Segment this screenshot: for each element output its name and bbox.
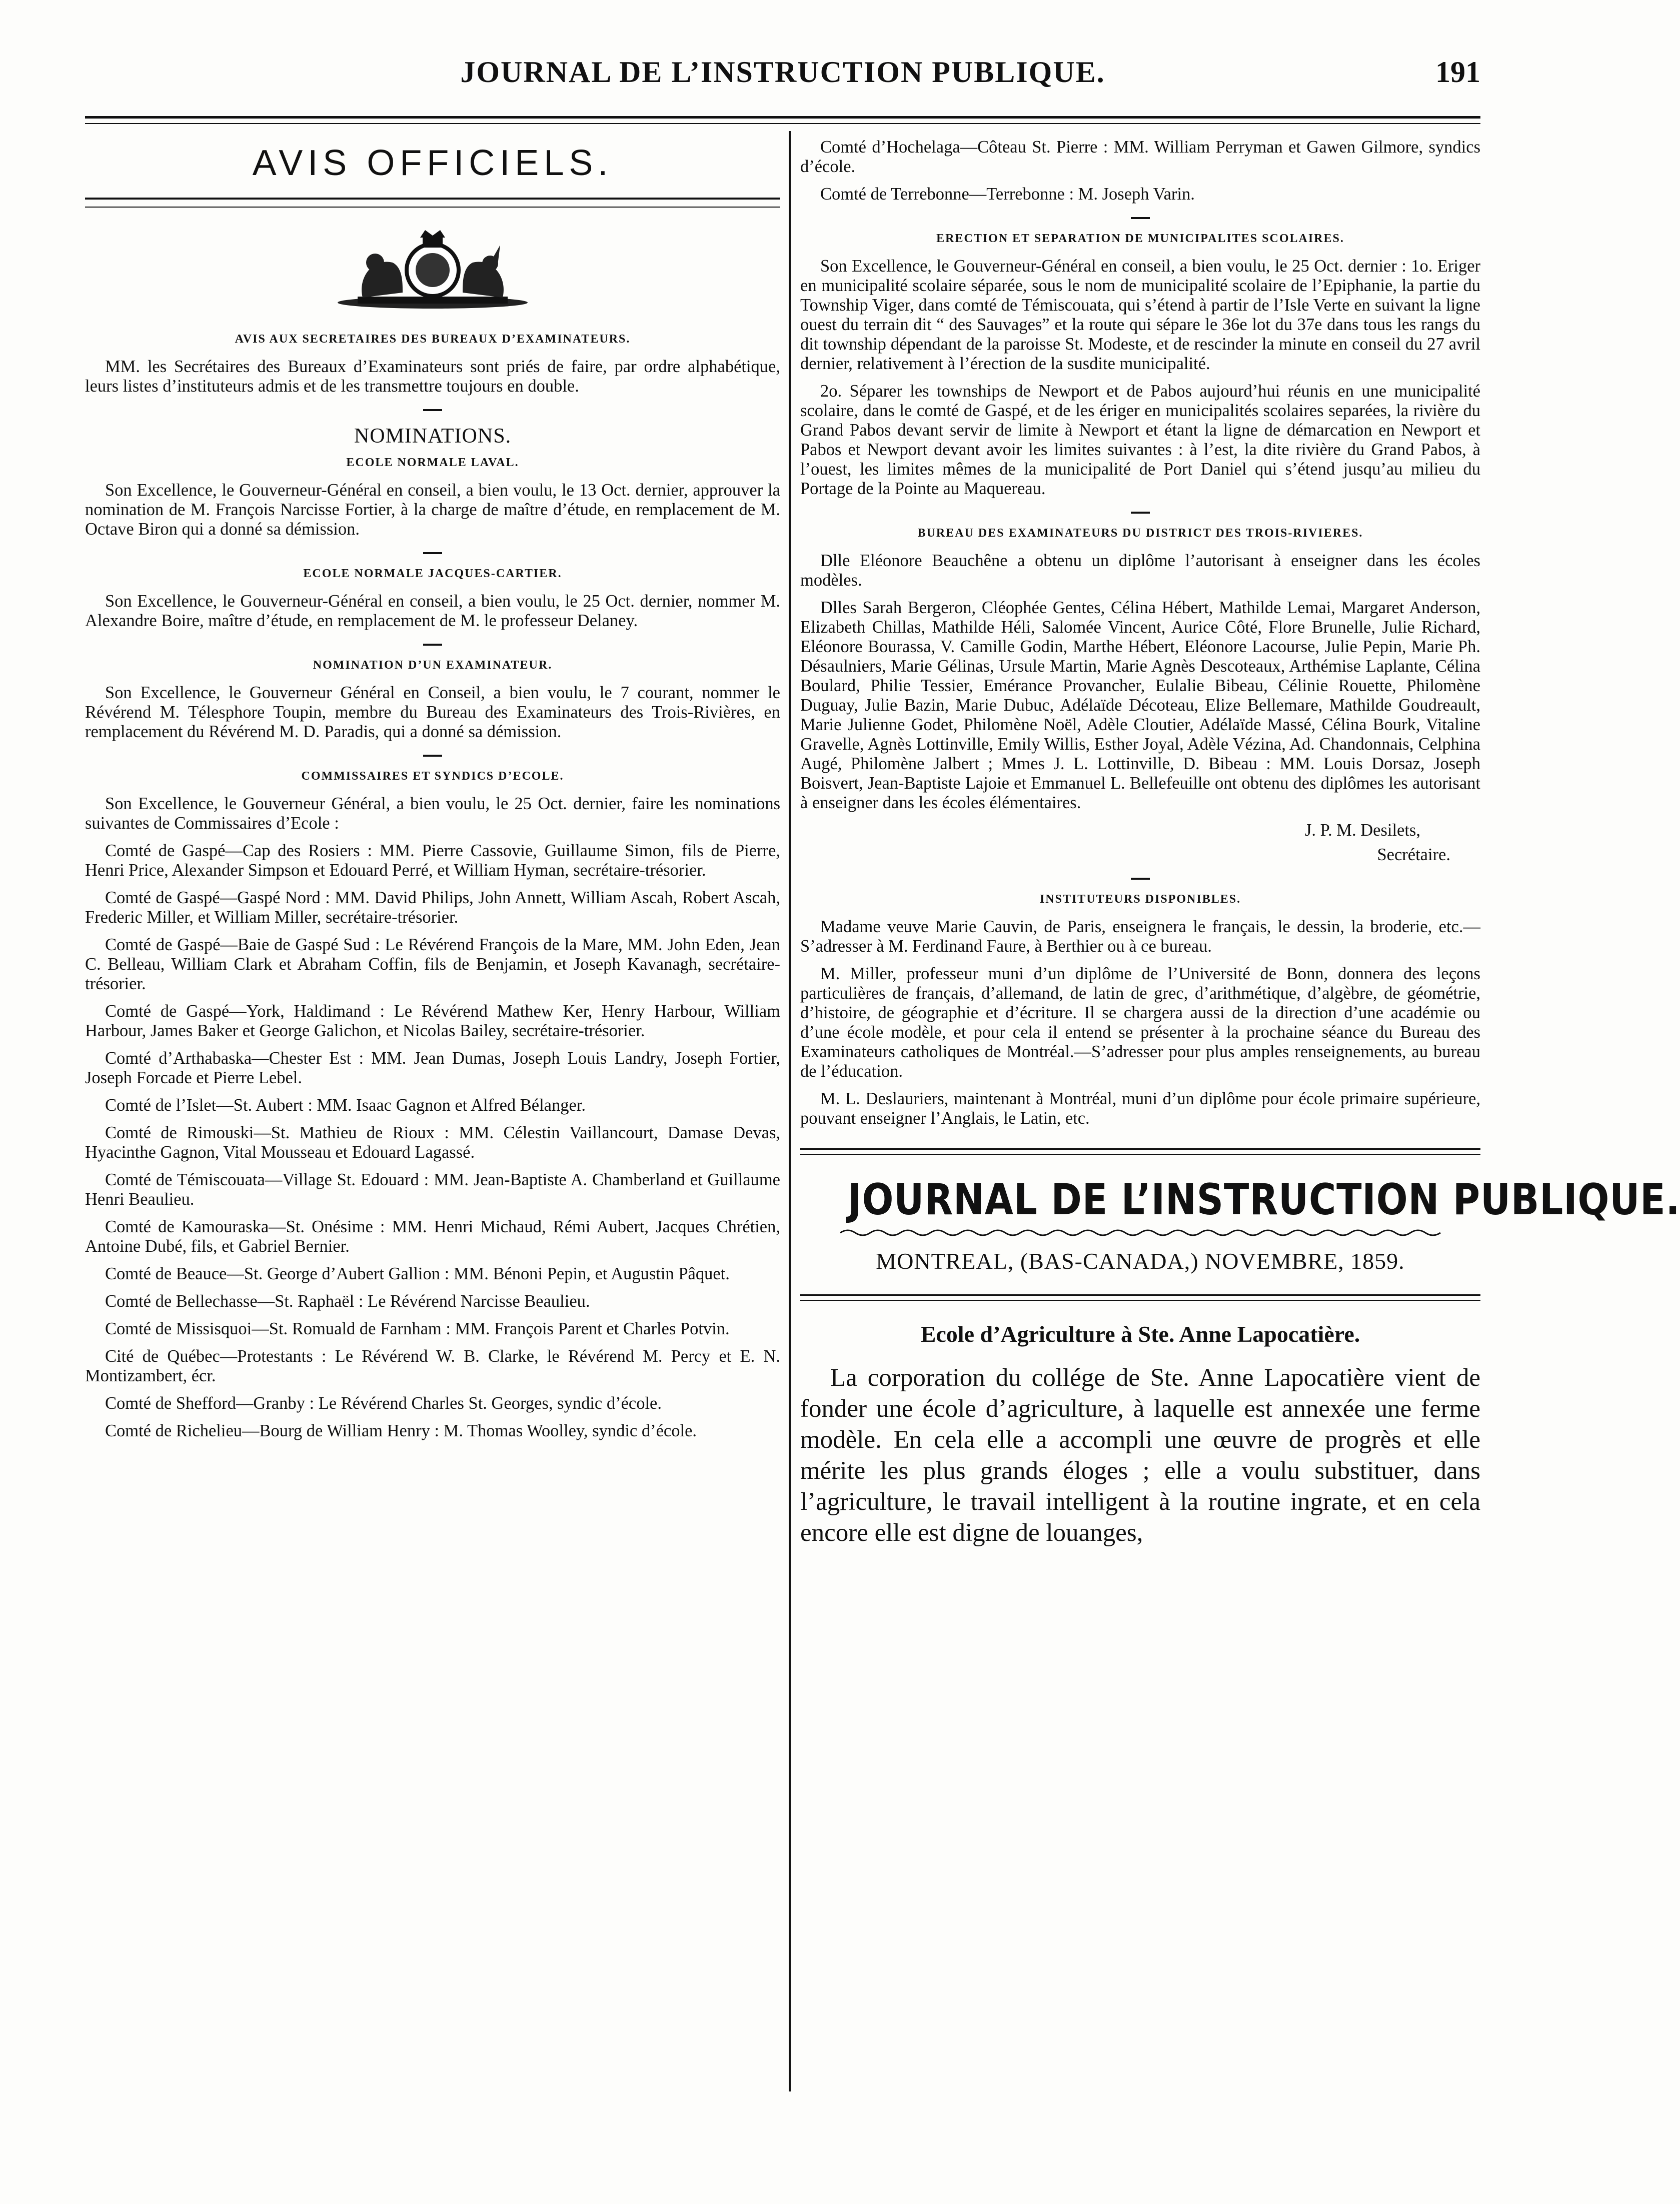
paragraph: Dlles Sarah Bergeron, Cléophée Gentes, Célina Hébert, Mathilde Lemai, Margaret Anderson, Elizabeth Chillas, Mathilde Héli, Salomée Vincent, Aurice Côté, Flore Brunelle, Julie Richard, Eléonore Bourassa, V. Camille Godin, Marthe Hébert, Eléonore Lacourse, Julie Pepin, Marie Ph. Désaulniers, Marie Gélinas, Ursule Martin, Marie Agnès Descoteaux, Arthémise Laplante, Célina Boulard, Philie Tessier, Emérance Provancher, Eulalie Bibeau, Célinie Rouette, Philomène Duguay, Julie Bazin, Marie Dubuc, Adélaïde Décoteau, Elize Bellemare, Mathilde Goudreault, Marie Julienne Godet, Philomène Noël, Adèle Cloutier, Adélaïde Massé, Célina Bourk, Vitaline Gravelle, Agnès Lottinville, Emily Willis, Esther Joyal, Adèle Vézina, Ad. Chandonnais, Celphina Augé, Philomène Jalbert ; Mmes J. L. Lottinville, D. Bibeau : MM. Louis Dorsaz, Joseph Boisvert, Jean-Baptiste Lajoie et Emmanuel L. Bellefeuille ont obtenu des diplômes les autorisant à enseigner dans les écoles élémentaires. [800,598,1480,812]
paragraph: Son Excellence, le Gouverneur-Général en conseil, a bien voulu, le 13 Oct. dernier, approuver la nomination de M. François Narcisse Fortier, à la charge de maître d’étude, en remplacement de M. Octave Biron qui a donné sa démission. [85,481,780,539]
list-item: Cité de Québec—Protestants : Le Révérend W. B. Clarke, le Révérend M. Percy et E. N. Montizambert, écr. [85,1347,780,1385]
separator-dash [423,409,442,411]
avis-officiels-title: AVIS OFFICIELS. [252,143,613,183]
paragraph: M. L. Deslauriers, maintenant à Montréal, muni d’un diplôme pour école primaire supérieure, pouvant enseigner l’Anglais, le Latin, etc. [800,1089,1480,1128]
list-item: Comté de Témiscouata—Village St. Edouard : MM. Jean-Baptiste A. Chamberland et Guillaume Henri Beaulieu. [85,1170,780,1209]
list-item: Comté de l’Islet—St. Aubert : MM. Isaac Gagnon et Alfred Bélanger. [105,1096,586,1115]
signature-role: Secrétaire. [1377,845,1450,864]
section-rule [800,1148,1480,1155]
paragraph: Son Excellence, le Gouverneur Général, a bien voulu, le 25 Oct. dernier, faire les nominations suivantes de Commissaires d’Ecole : [85,794,780,833]
list-item: Comté de Gaspé—Baie de Gaspé Sud : Le Révérend François de la Mare, MM. John Eden, Jean C. Belleau, William Clark et Abraham Coffin, fils de Benjamin, et Joseph Kavanagh, secrétaire-trésorier. [85,935,780,993]
dateline: MONTREAL, (BAS-CANADA,) NOVEMBRE, 1859. [876,1248,1405,1274]
paragraph: Madame veuve Marie Cauvin, de Paris, enseignera le français, le dessin, la broderie, etc.—S’adresser à M. Ferdinand Faure, à Berthier ou à ce bureau. [800,917,1480,956]
list-item: Comté de Gaspé—Cap des Rosiers : MM. Pierre Cassovie, Guillaume Simon, fils de Pierre, Henri Price, Alexander Simpson et Edouard Perré, et William Hyman, secrétaire-trésorier. [85,841,780,880]
paragraph: Son Excellence, le Gouverneur Général en Conseil, a bien voulu, le 7 courant, nommer le Révérend M. Télesphore Toupin, membre du Bureau des Examinateurs des Trois-Rivières, en remplacement du Révérend M. D. Paradis, qui a donné sa démission. [85,683,780,741]
royal-coat-of-arms-icon [328,228,538,313]
header-rule-thin [85,123,1480,124]
list-item: Comté de Richelieu—Bourg de William Henry : M. Thomas Woolley, syndic d’école. [105,1421,697,1440]
paragraph: MM. les Secrétaires des Bureaux d’Examinateurs sont priés de faire, par ordre alphabétique, leurs listes d’instituteurs admis et de les transmettre toujours en double. [85,357,780,396]
list-item: Comté de Missisquoi—St. Romuald de Farnham : MM. François Parent et Charles Potvin. [105,1319,730,1338]
list-item: Comté d’Hochelaga—Côteau St. Pierre : MM. William Perryman et Gawen Gilmore, syndics d’école. [800,138,1480,176]
separator-dash [423,552,442,554]
wavy-ornament-rule [840,1228,1440,1238]
separator-dash [423,644,442,646]
journal-running-title: JOURNAL DE L’INSTRUCTION PUBLIQUE. [460,56,1105,89]
article-title: Ecole d’Agriculture à Ste. Anne Lapocatière. [920,1321,1360,1347]
nominations-heading: NOMINATIONS. [354,425,512,448]
section-rule [800,1294,1480,1301]
list-item: Comté de Bellechasse—St. Raphaël : Le Révérend Narcisse Beaulieu. [105,1292,590,1311]
paragraph: Son Excellence, le Gouverneur-Général en conseil, a bien voulu, le 25 Oct. dernier : 1o. Eriger en municipalité scolaire séparée, sous le nom de municipalité scolaire de l’Epiphanie, la partie du Township Viger, dans comté de Témiscouata, qui s’étend à partir de l’Isle Verte en suivant la ligne ouest du terrain dit “ des Sauvages” et la route qui sépare le 36e lot du 37e dans tous les rangs du dit township dépendant de la paroisse St. Modeste, et de rescinder la minute en conseil du 27 avril dernier, relativement à l’érection de la susdite municipalité. [800,257,1480,373]
list-item: Comté d’Arthabaska—Chester Est : MM. Jean Dumas, Joseph Louis Landry, Joseph Fortier, Joseph Forcade et Pierre Lebel. [85,1049,780,1087]
page-header [85,55,1480,95]
section-title: ERECTION ET SEPARATION DE MUNICIPALITES SCOLAIRES. [936,232,1344,245]
paragraph: Son Excellence, le Gouverneur-Général en conseil, a bien voulu, le 25 Oct. dernier, nommer M. Alexandre Boire, maître d’étude, en remplacement de M. le professeur Delaney. [85,592,780,630]
list-item: Comté de Terrebonne—Terrebonne : M. Joseph Varin. [820,185,1195,204]
page-number: 191 [1435,56,1480,89]
section-title: ECOLE NORMALE LAVAL. [346,456,519,469]
paragraph: M. Miller, professeur muni d’un diplôme de l’Université de Bonn, donnera des leçons particulières de français, d’allemand, de latin de grec, d’arithmétique, d’algèbre, de géométrie, d’histoire, de géographie et d’écriture. Il se chargera aussi de la direction d’une académie ou d’une école modèle, et pour cela il entend se présenter à la prochaine séance du Bureau des Examinateurs catholiques de Montréal.—S’adresser pour plus amples renseignements, au bureau de l’éducation. [800,964,1480,1081]
section-title: NOMINATION D’UN EXAMINATEUR. [313,659,553,672]
header-rule-thick [85,116,1480,119]
paragraph: 2o. Séparer les townships de Newport et de Pabos aujourd’hui réunis en une municipalité scolaire, dans le comté de Gaspé, et de les ériger en municipalités scolaires separées, la rivière du Grand Pabos devant servir de limite à Newport et étant la ligne de démarcation en Newport et Pabos et Newport devant avoir les limites suivantes : à l’est, la dite rivière du Grand Pabos, à l’ouest, les limites mêmes de la municipalité de Port Daniel qui s’étend jusqu’au milieu du Portage de la Pointe au Maquereau. [800,382,1480,498]
separator-dash [1131,512,1150,514]
list-item: Comté de Shefford—Granby : Le Révérend Charles St. Georges, syndic d’école. [105,1394,662,1413]
section-title: ECOLE NORMALE JACQUES-CARTIER. [303,567,562,580]
separator-dash [423,755,442,757]
list-item: Comté de Gaspé—Gaspé Nord : MM. David Philips, John Annett, William Ascah, Robert Ascah, Frederic Miller, et William Miller, secrétaire-trésorier. [85,888,780,927]
list-item: Comté de Kamouraska—St. Onésime : MM. Henri Michaud, Rémi Aubert, Jacques Chrétien, Antoine Dubé, fils, et Gabriel Bernier. [85,1217,780,1256]
paragraph: Dlle Eléonore Beauchêne a obtenu un diplôme l’autorisant à enseigner dans les écoles modèles. [800,551,1480,590]
section-title: BUREAU DES EXAMINATEURS DU DISTRICT DES TROIS-RIVIERES. [917,527,1363,540]
list-item: Comté de Rimouski—St. Mathieu de Rioux : MM. Célestin Vaillancourt, Damase Devas, Hyacinthe Gagnon, Vital Mousseau et Edouard Lagassé. [85,1123,780,1162]
separator-dash [1131,878,1150,880]
avis-title-rule [85,198,780,208]
signature-name: J. P. M. Desilets, [1305,821,1420,840]
article-paragraph: La corporation du collége de Ste. Anne Lapocatière vient de fonder une école d’agriculture, à laquelle est annexée une ferme modèle. En cela elle a accompli une œuvre de progrès et elle mérite les plus grands éloges ; elle a voulu substituer, dans l’agriculture, le travail intelligent à la routine ingrate, et en cela encore elle est digne de louanges, [800,1364,1480,1547]
journal-masthead-title: JOURNAL DE L’INSTRUCTION PUBLIQUE. [848,1175,1680,1225]
section-title: AVIS AUX SECRETAIRES DES BUREAUX D’EXAMINATEURS. [235,333,631,346]
section-title: INSTITUTEURS DISPONIBLES. [1039,893,1241,906]
list-item: Comté de Gaspé—York, Haldimand : Le Révérend Mathew Ker, Henry Harbour, William Harbour, James Baker et George Galichon, et Nicolas Bailey, secrétaire-trésorier. [85,1002,780,1040]
separator-dash [1131,217,1150,219]
section-title: COMMISSAIRES ET SYNDICS D’ECOLE. [301,770,564,783]
right-column [800,138,1680,1548]
column-divider [789,131,791,2091]
left-column [85,138,780,1449]
list-item: Comté de Beauce—St. George d’Aubert Gallion : MM. Bénoni Pepin, et Augustin Pâquet. [105,1264,730,1283]
